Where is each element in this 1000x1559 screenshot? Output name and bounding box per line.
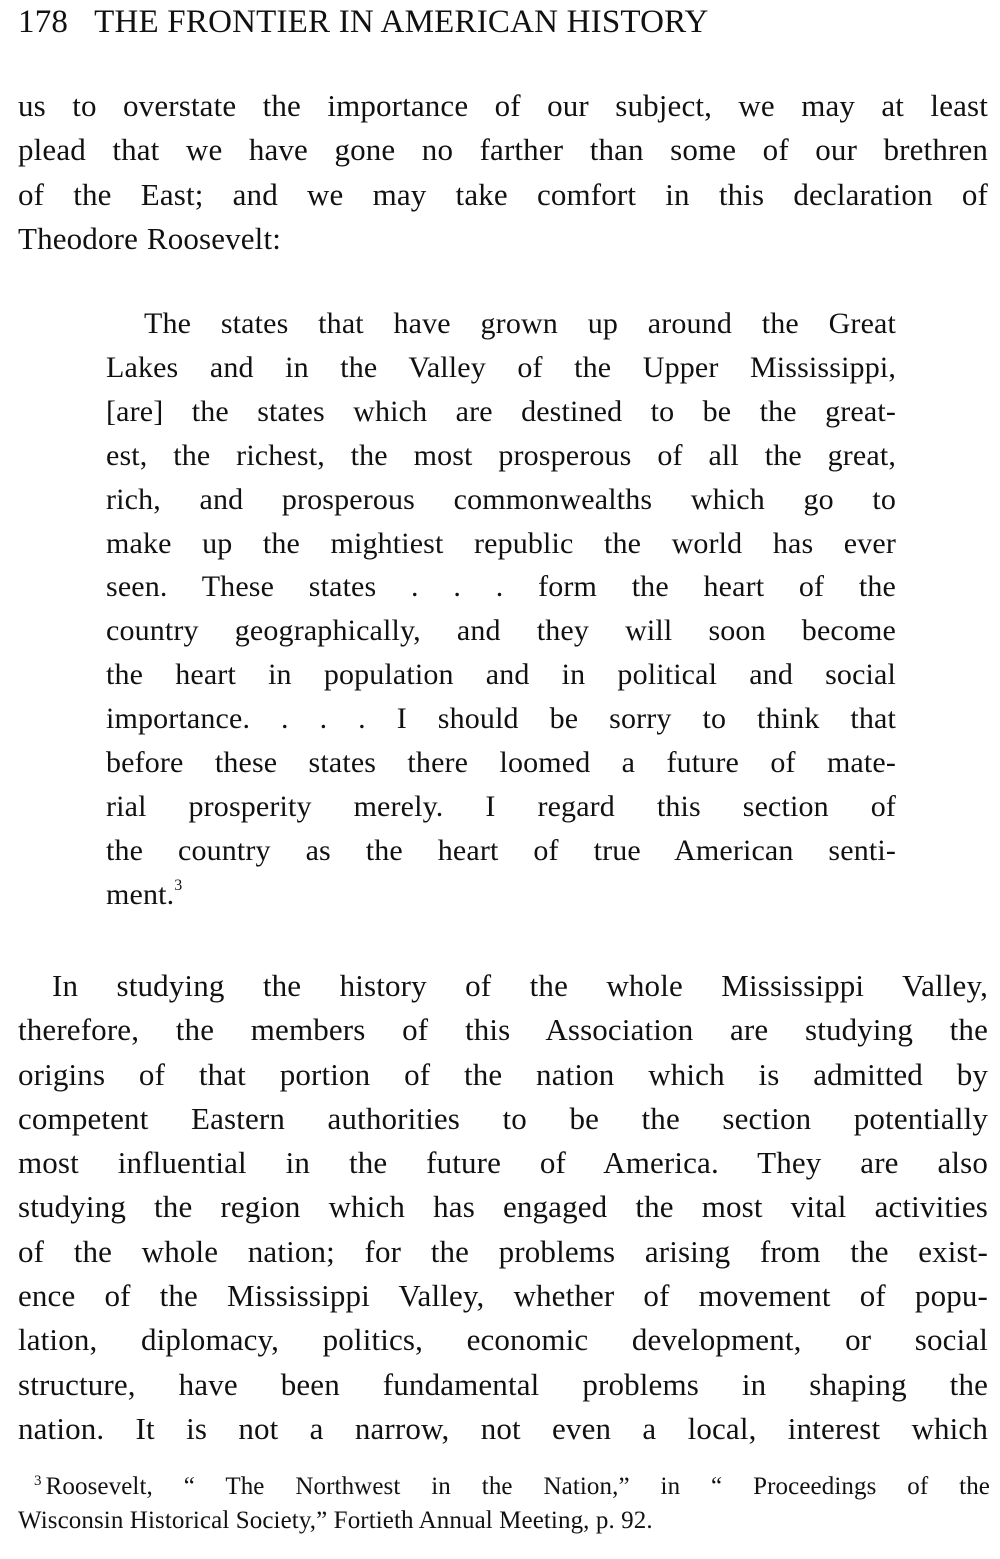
running-title: THE FRONTIER IN AMERICAN HISTORY (94, 4, 709, 40)
text-line: plead that we have gone no farther than some of our brethren (18, 132, 988, 168)
running-head (18, 0, 978, 44)
text-line: In studying the history of the whole Mississippi Valley, (52, 968, 988, 1003)
quote-line: importance. . . . I should be sorry to think that (106, 702, 896, 736)
paragraph-2 (18, 964, 988, 1451)
quote-line: make up the mightiest republic the world has ever (106, 526, 896, 560)
text-line: competent Eastern authorities to be the section potentially (18, 1100, 988, 1136)
text-line: origins of that portion of the nation which is admitted by (18, 1056, 988, 1092)
quote-line: ment. (106, 877, 175, 911)
quote-line: [are] the states which are destined to be the great- (106, 394, 896, 428)
paragraph-1 (18, 84, 988, 261)
text-line: therefore, the members of this Association are studying the (18, 1012, 988, 1048)
text-line: us to overstate the importance of our subject, we may at least (18, 88, 988, 123)
quote-line: before these states there loomed a future of mate- (106, 746, 896, 780)
quote-line: seen. These states . . . form the heart of the (106, 570, 896, 604)
quote-line: Lakes and in the Valley of the Upper Mississippi, (106, 350, 896, 384)
text-line: most influential in the future of America. They are also (18, 1145, 988, 1181)
text-line: of the whole nation; for the problems arising from the exist- (18, 1233, 988, 1269)
text-line: structure, have been fundamental problems in shaping the (18, 1366, 988, 1402)
text-line: Theodore Roosevelt: (18, 220, 281, 256)
quote-line: rial prosperity merely. I regard this section of (106, 789, 896, 823)
text-line: ence of the Mississippi Valley, whether of movement of popu- (18, 1278, 988, 1314)
text-line: nation. It is not a narrow, not even a local, interest which (18, 1410, 988, 1446)
footnote (18, 1470, 990, 1538)
quote-line: country geographically, and they will soon become (106, 614, 896, 648)
footnote-text: Wisconsin Historical Society,” Fortieth Annual Meeting, p. 92. (18, 1507, 653, 1534)
text-line: of the East; and we may take comfort in this declaration of (18, 176, 988, 212)
quote-line: the country as the heart of true American senti- (106, 833, 896, 867)
footnote-text: Roosevelt, “ The Northwest in the Nation,” in “ Proceedings of the (45, 1473, 990, 1500)
text-line: lation, diplomacy, politics, economic development, or social (18, 1322, 988, 1358)
quote-line: The states that have grown up around the Great (144, 307, 896, 340)
block-quote (106, 302, 896, 917)
quote-line: est, the richest, the most prosperous of all the great, (106, 438, 896, 472)
quote-line: the heart in population and in political and social (106, 658, 896, 692)
footnote-marker: 3 (34, 1473, 42, 1489)
text-line: studying the region which has engaged the most vital activities (18, 1189, 988, 1225)
quote-line: rich, and prosperous commonwealths which go to (106, 482, 896, 516)
page-number: 178 (18, 4, 69, 40)
footnote-reference: 3 (174, 876, 183, 894)
